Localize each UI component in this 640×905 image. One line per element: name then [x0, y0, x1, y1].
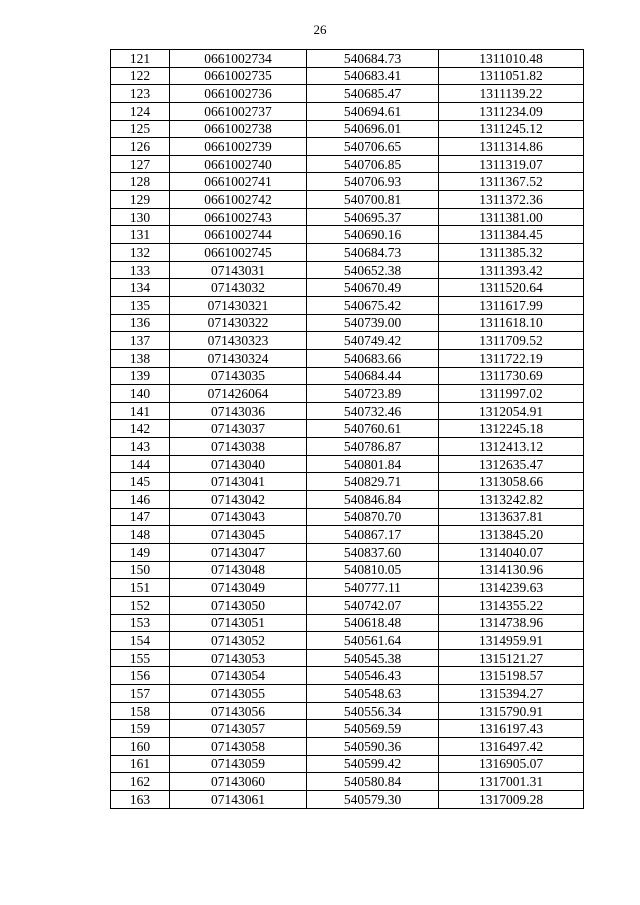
coordinates-table	[110, 49, 584, 809]
y-coordinate-cell: 1311367.52	[439, 173, 584, 191]
x-coordinate-cell: 540683.41	[307, 67, 439, 85]
row-number-cell: 154	[111, 632, 170, 650]
x-coordinate-cell: 540695.37	[307, 208, 439, 226]
x-coordinate-cell: 540561.64	[307, 632, 439, 650]
table-row	[111, 561, 584, 579]
row-number-cell: 157	[111, 685, 170, 703]
point-id-cell: 07143043	[170, 508, 307, 526]
row-number-cell: 131	[111, 226, 170, 244]
coordinates-table-body	[111, 50, 584, 809]
x-coordinate-cell: 540579.30	[307, 790, 439, 808]
x-coordinate-cell: 540870.70	[307, 508, 439, 526]
x-coordinate-cell: 540706.65	[307, 138, 439, 156]
point-id-cell: 07143056	[170, 702, 307, 720]
table-row	[111, 596, 584, 614]
table-row	[111, 579, 584, 597]
x-coordinate-cell: 540690.16	[307, 226, 439, 244]
row-number-cell: 128	[111, 173, 170, 191]
x-coordinate-cell: 540829.71	[307, 473, 439, 491]
y-coordinate-cell: 1311051.82	[439, 67, 584, 85]
point-id-cell: 071430322	[170, 314, 307, 332]
table-row	[111, 720, 584, 738]
row-number-cell: 147	[111, 508, 170, 526]
point-id-cell: 07143051	[170, 614, 307, 632]
row-number-cell: 134	[111, 279, 170, 297]
y-coordinate-cell: 1316197.43	[439, 720, 584, 738]
table-row	[111, 85, 584, 103]
x-coordinate-cell: 540867.17	[307, 526, 439, 544]
table-row	[111, 332, 584, 350]
table-row	[111, 632, 584, 650]
y-coordinate-cell: 1313845.20	[439, 526, 584, 544]
point-id-cell: 0661002737	[170, 102, 307, 120]
x-coordinate-cell: 540548.63	[307, 685, 439, 703]
x-coordinate-cell: 540652.38	[307, 261, 439, 279]
row-number-cell: 139	[111, 367, 170, 385]
x-coordinate-cell: 540786.87	[307, 438, 439, 456]
point-id-cell: 0661002743	[170, 208, 307, 226]
y-coordinate-cell: 1312635.47	[439, 455, 584, 473]
row-number-cell: 141	[111, 402, 170, 420]
point-id-cell: 07143050	[170, 596, 307, 614]
x-coordinate-cell: 540700.81	[307, 191, 439, 209]
point-id-cell: 0661002745	[170, 244, 307, 262]
row-number-cell: 146	[111, 491, 170, 509]
row-number-cell: 140	[111, 385, 170, 403]
x-coordinate-cell: 540545.38	[307, 649, 439, 667]
row-number-cell: 135	[111, 296, 170, 314]
x-coordinate-cell: 540742.07	[307, 596, 439, 614]
point-id-cell: 07143048	[170, 561, 307, 579]
y-coordinate-cell: 1314130.96	[439, 561, 584, 579]
y-coordinate-cell: 1311010.48	[439, 50, 584, 68]
table-row	[111, 491, 584, 509]
point-id-cell: 0661002740	[170, 155, 307, 173]
point-id-cell: 071430323	[170, 332, 307, 350]
row-number-cell: 153	[111, 614, 170, 632]
point-id-cell: 07143045	[170, 526, 307, 544]
row-number-cell: 148	[111, 526, 170, 544]
y-coordinate-cell: 1311384.45	[439, 226, 584, 244]
row-number-cell: 158	[111, 702, 170, 720]
y-coordinate-cell: 1311385.32	[439, 244, 584, 262]
table-row	[111, 120, 584, 138]
row-number-cell: 162	[111, 773, 170, 791]
point-id-cell: 0661002734	[170, 50, 307, 68]
table-row	[111, 279, 584, 297]
x-coordinate-cell: 540675.42	[307, 296, 439, 314]
point-id-cell: 07143059	[170, 755, 307, 773]
x-coordinate-cell: 540684.73	[307, 244, 439, 262]
x-coordinate-cell: 540846.84	[307, 491, 439, 509]
point-id-cell: 07143031	[170, 261, 307, 279]
table-row	[111, 526, 584, 544]
point-id-cell: 071430324	[170, 349, 307, 367]
x-coordinate-cell: 540670.49	[307, 279, 439, 297]
point-id-cell: 0661002738	[170, 120, 307, 138]
y-coordinate-cell: 1311617.99	[439, 296, 584, 314]
x-coordinate-cell: 540810.05	[307, 561, 439, 579]
row-number-cell: 161	[111, 755, 170, 773]
y-coordinate-cell: 1313637.81	[439, 508, 584, 526]
table-row	[111, 737, 584, 755]
table-row	[111, 402, 584, 420]
point-id-cell: 07143060	[170, 773, 307, 791]
point-id-cell: 0661002742	[170, 191, 307, 209]
table-row	[111, 367, 584, 385]
y-coordinate-cell: 1311618.10	[439, 314, 584, 332]
point-id-cell: 07143047	[170, 543, 307, 561]
table-row	[111, 191, 584, 209]
y-coordinate-cell: 1311730.69	[439, 367, 584, 385]
row-number-cell: 122	[111, 67, 170, 85]
table-row	[111, 543, 584, 561]
row-number-cell: 124	[111, 102, 170, 120]
row-number-cell: 156	[111, 667, 170, 685]
row-number-cell: 125	[111, 120, 170, 138]
x-coordinate-cell: 540685.47	[307, 85, 439, 103]
point-id-cell: 07143040	[170, 455, 307, 473]
y-coordinate-cell: 1311709.52	[439, 332, 584, 350]
table-row	[111, 649, 584, 667]
y-coordinate-cell: 1315790.91	[439, 702, 584, 720]
row-number-cell: 123	[111, 85, 170, 103]
row-number-cell: 132	[111, 244, 170, 262]
y-coordinate-cell: 1311319.07	[439, 155, 584, 173]
y-coordinate-cell: 1316497.42	[439, 737, 584, 755]
row-number-cell: 159	[111, 720, 170, 738]
y-coordinate-cell: 1314959.91	[439, 632, 584, 650]
table-row	[111, 155, 584, 173]
point-id-cell: 07143041	[170, 473, 307, 491]
table-row	[111, 226, 584, 244]
x-coordinate-cell: 540569.59	[307, 720, 439, 738]
point-id-cell: 07143036	[170, 402, 307, 420]
y-coordinate-cell: 1311520.64	[439, 279, 584, 297]
y-coordinate-cell: 1315121.27	[439, 649, 584, 667]
y-coordinate-cell: 1312054.91	[439, 402, 584, 420]
table-row	[111, 455, 584, 473]
point-id-cell: 07143052	[170, 632, 307, 650]
table-row	[111, 614, 584, 632]
table-row	[111, 67, 584, 85]
x-coordinate-cell: 540723.89	[307, 385, 439, 403]
row-number-cell: 129	[111, 191, 170, 209]
point-id-cell: 07143057	[170, 720, 307, 738]
table-row	[111, 702, 584, 720]
table-row	[111, 349, 584, 367]
row-number-cell: 138	[111, 349, 170, 367]
x-coordinate-cell: 540694.61	[307, 102, 439, 120]
table-row	[111, 50, 584, 68]
y-coordinate-cell: 1311234.09	[439, 102, 584, 120]
x-coordinate-cell: 540580.84	[307, 773, 439, 791]
table-row	[111, 314, 584, 332]
table-row	[111, 296, 584, 314]
point-id-cell: 0661002744	[170, 226, 307, 244]
x-coordinate-cell: 540801.84	[307, 455, 439, 473]
y-coordinate-cell: 1311393.42	[439, 261, 584, 279]
row-number-cell: 145	[111, 473, 170, 491]
row-number-cell: 130	[111, 208, 170, 226]
y-coordinate-cell: 1311139.22	[439, 85, 584, 103]
y-coordinate-cell: 1311997.02	[439, 385, 584, 403]
y-coordinate-cell: 1314040.07	[439, 543, 584, 561]
x-coordinate-cell: 540683.66	[307, 349, 439, 367]
table-row	[111, 261, 584, 279]
row-number-cell: 143	[111, 438, 170, 456]
row-number-cell: 127	[111, 155, 170, 173]
x-coordinate-cell: 540696.01	[307, 120, 439, 138]
y-coordinate-cell: 1311314.86	[439, 138, 584, 156]
table-row	[111, 508, 584, 526]
y-coordinate-cell: 1314239.63	[439, 579, 584, 597]
x-coordinate-cell: 540777.11	[307, 579, 439, 597]
point-id-cell: 07143035	[170, 367, 307, 385]
point-id-cell: 07143053	[170, 649, 307, 667]
y-coordinate-cell: 1311381.00	[439, 208, 584, 226]
row-number-cell: 155	[111, 649, 170, 667]
table-row	[111, 420, 584, 438]
row-number-cell: 151	[111, 579, 170, 597]
x-coordinate-cell: 540590.36	[307, 737, 439, 755]
point-id-cell: 0661002741	[170, 173, 307, 191]
x-coordinate-cell: 540837.60	[307, 543, 439, 561]
row-number-cell: 133	[111, 261, 170, 279]
y-coordinate-cell: 1313242.82	[439, 491, 584, 509]
table-row	[111, 790, 584, 808]
row-number-cell: 126	[111, 138, 170, 156]
y-coordinate-cell: 1317001.31	[439, 773, 584, 791]
x-coordinate-cell: 540556.34	[307, 702, 439, 720]
point-id-cell: 071430321	[170, 296, 307, 314]
y-coordinate-cell: 1311722.19	[439, 349, 584, 367]
table-row	[111, 173, 584, 191]
table-row	[111, 755, 584, 773]
y-coordinate-cell: 1316905.07	[439, 755, 584, 773]
point-id-cell: 0661002739	[170, 138, 307, 156]
table-row	[111, 244, 584, 262]
point-id-cell: 07143032	[170, 279, 307, 297]
table-row	[111, 385, 584, 403]
table-row	[111, 102, 584, 120]
table-row	[111, 208, 584, 226]
row-number-cell: 144	[111, 455, 170, 473]
x-coordinate-cell: 540749.42	[307, 332, 439, 350]
x-coordinate-cell: 540599.42	[307, 755, 439, 773]
x-coordinate-cell: 540684.44	[307, 367, 439, 385]
row-number-cell: 163	[111, 790, 170, 808]
point-id-cell: 07143055	[170, 685, 307, 703]
point-id-cell: 07143037	[170, 420, 307, 438]
point-id-cell: 0661002736	[170, 85, 307, 103]
y-coordinate-cell: 1313058.66	[439, 473, 584, 491]
row-number-cell: 142	[111, 420, 170, 438]
row-number-cell: 160	[111, 737, 170, 755]
point-id-cell: 07143049	[170, 579, 307, 597]
y-coordinate-cell: 1314355.22	[439, 596, 584, 614]
table-row	[111, 667, 584, 685]
x-coordinate-cell: 540546.43	[307, 667, 439, 685]
point-id-cell: 07143058	[170, 737, 307, 755]
row-number-cell: 121	[111, 50, 170, 68]
point-id-cell: 071426064	[170, 385, 307, 403]
y-coordinate-cell: 1317009.28	[439, 790, 584, 808]
point-id-cell: 07143061	[170, 790, 307, 808]
table-row	[111, 138, 584, 156]
x-coordinate-cell: 540684.73	[307, 50, 439, 68]
y-coordinate-cell: 1311245.12	[439, 120, 584, 138]
y-coordinate-cell: 1312245.18	[439, 420, 584, 438]
page-number: 26	[313, 22, 327, 37]
y-coordinate-cell: 1315198.57	[439, 667, 584, 685]
point-id-cell: 07143054	[170, 667, 307, 685]
y-coordinate-cell: 1311372.36	[439, 191, 584, 209]
point-id-cell: 07143038	[170, 438, 307, 456]
table-row	[111, 685, 584, 703]
row-number-cell: 136	[111, 314, 170, 332]
table-row	[111, 438, 584, 456]
point-id-cell: 07143042	[170, 491, 307, 509]
x-coordinate-cell: 540618.48	[307, 614, 439, 632]
x-coordinate-cell: 540739.00	[307, 314, 439, 332]
row-number-cell: 149	[111, 543, 170, 561]
row-number-cell: 152	[111, 596, 170, 614]
row-number-cell: 137	[111, 332, 170, 350]
table-row	[111, 473, 584, 491]
x-coordinate-cell: 540760.61	[307, 420, 439, 438]
row-number-cell: 150	[111, 561, 170, 579]
point-id-cell: 0661002735	[170, 67, 307, 85]
y-coordinate-cell: 1312413.12	[439, 438, 584, 456]
x-coordinate-cell: 540706.85	[307, 155, 439, 173]
table-row	[111, 773, 584, 791]
y-coordinate-cell: 1314738.96	[439, 614, 584, 632]
x-coordinate-cell: 540706.93	[307, 173, 439, 191]
x-coordinate-cell: 540732.46	[307, 402, 439, 420]
y-coordinate-cell: 1315394.27	[439, 685, 584, 703]
